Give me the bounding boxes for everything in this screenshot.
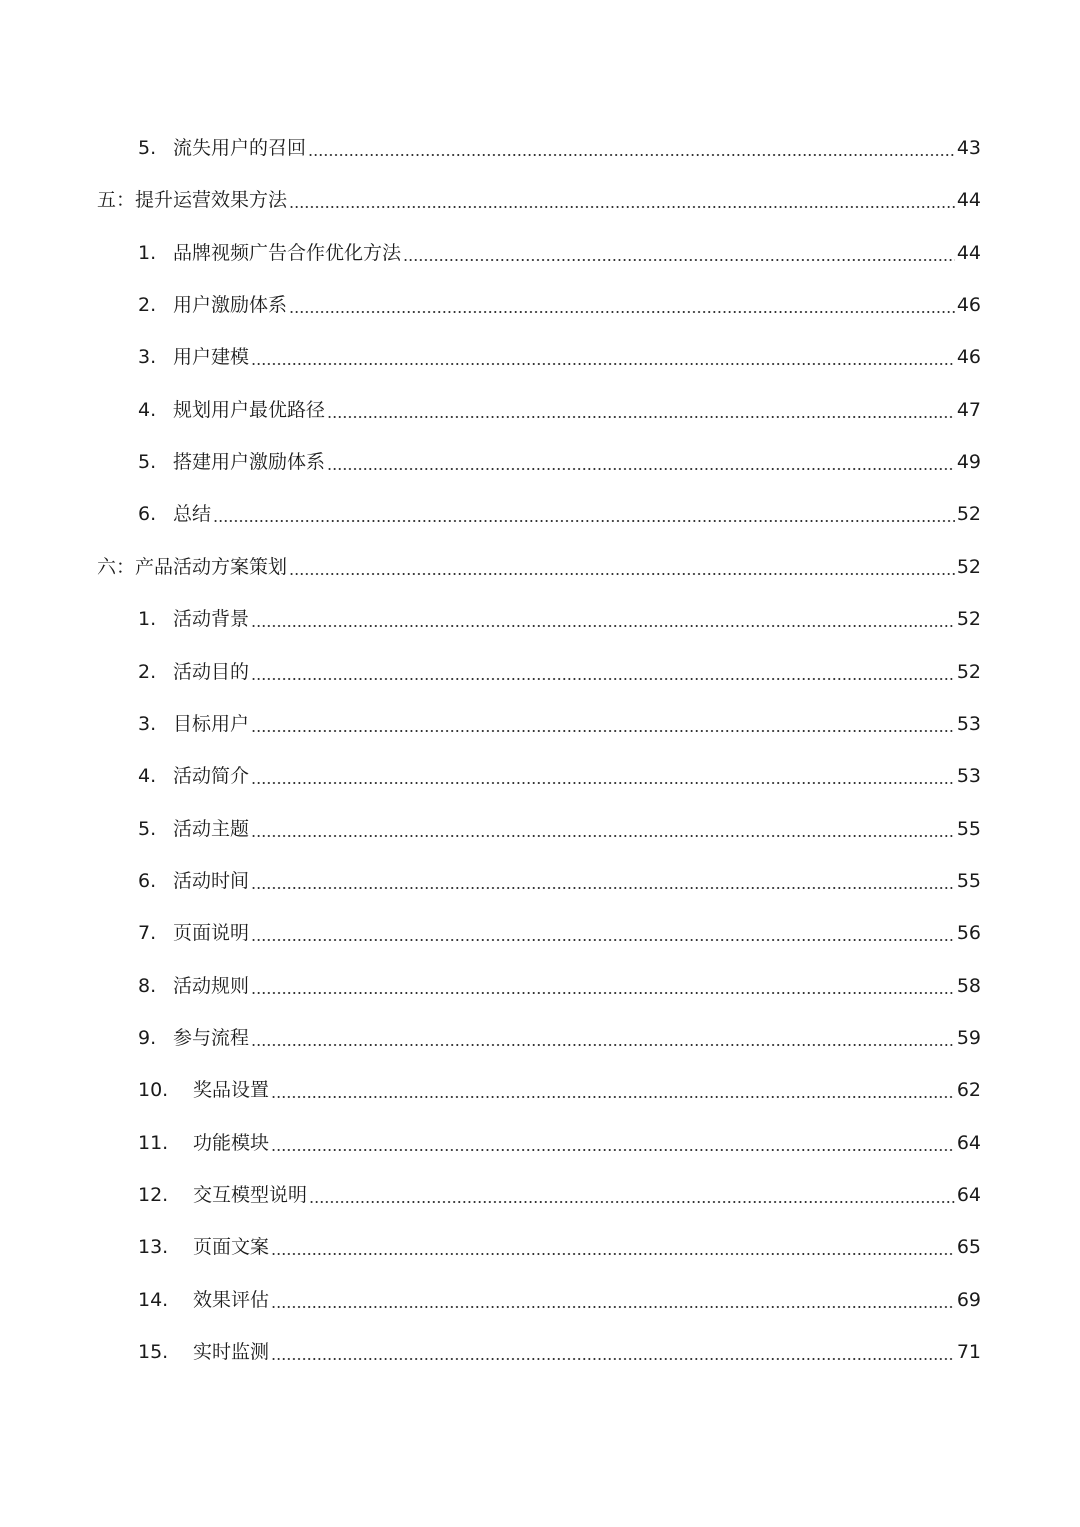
toc-subsection-entry[interactable]	[138, 1072, 981, 1102]
toc-page-number: 65	[956, 1236, 981, 1259]
toc-section-entry[interactable]	[97, 182, 981, 212]
toc-dot-leader	[271, 1078, 955, 1102]
toc-entry-number: 15.	[138, 1341, 169, 1363]
toc-entry-number: 6.	[138, 503, 157, 526]
toc-page-number: 52	[956, 555, 981, 578]
toc-dot-leader	[251, 974, 955, 998]
toc-entry-title: 活动目的	[173, 660, 250, 683]
toc-entry-number: 8.	[138, 974, 157, 997]
toc-entry-title: 功能模块	[193, 1131, 270, 1154]
toc-entry-number: 14.	[138, 1288, 169, 1311]
toc-entry-number: 1.	[138, 241, 157, 264]
toc-subsection-entry[interactable]	[138, 601, 981, 631]
toc-entry-title: 用户建模	[173, 346, 250, 369]
toc-entry-title: 效果评估	[193, 1288, 270, 1311]
toc-subsection-entry[interactable]	[138, 968, 981, 998]
toc-entry-title: 总结	[173, 503, 212, 526]
toc-dot-leader	[289, 293, 955, 317]
toc-section-entry[interactable]	[97, 549, 981, 579]
toc-entry-number: 5.	[138, 451, 157, 474]
toc-subsection-entry[interactable]	[138, 706, 981, 736]
toc-entry-number: 13.	[138, 1236, 169, 1259]
toc-entry-title: 用户激励体系	[173, 294, 288, 317]
toc-subsection-entry[interactable]	[138, 339, 981, 369]
toc-subsection-entry[interactable]	[138, 654, 981, 684]
toc-subsection-entry[interactable]	[138, 1229, 981, 1259]
toc-entry-number: 2.	[138, 660, 157, 683]
toc-entry-title: 流失用户的召回	[173, 137, 307, 159]
toc-dot-leader	[251, 1026, 955, 1050]
toc-subsection-entry[interactable]	[138, 130, 981, 160]
toc-page-number: 53	[956, 765, 981, 788]
toc-subsection-entry[interactable]	[138, 1125, 981, 1155]
toc-entry-number: 6.	[138, 869, 157, 892]
toc-page-number: 58	[956, 974, 981, 997]
toc-entry-number: 1.	[138, 608, 157, 631]
toc-subsection-entry[interactable]	[138, 1020, 981, 1050]
toc-subsection-entry[interactable]	[138, 758, 981, 788]
toc-dot-leader	[251, 869, 955, 893]
toc-page-number: 64	[956, 1131, 981, 1154]
toc-dot-leader	[251, 921, 955, 945]
toc-dot-leader	[251, 660, 955, 684]
toc-subsection-entry[interactable]	[138, 444, 981, 474]
toc-entry-title: 活动时间	[173, 869, 250, 892]
toc-entry-number: 4.	[138, 398, 157, 421]
toc-dot-leader	[271, 1235, 955, 1259]
toc-page-number: 49	[956, 451, 981, 474]
toc-entry-number: 2.	[138, 294, 157, 317]
toc-page-number: 62	[956, 1079, 981, 1102]
toc-entry-number: 7.	[138, 922, 157, 945]
toc-entry-number: 六：	[97, 555, 136, 578]
toc-page-number: 46	[956, 294, 981, 317]
toc-page-number: 52	[956, 503, 981, 526]
toc-entry-number: 9.	[138, 1027, 157, 1049]
toc-page-number: 47	[956, 398, 981, 421]
toc-entry-number: 5.	[138, 137, 157, 159]
toc-page-number: 43	[956, 137, 981, 159]
toc-entry-number: 11.	[138, 1131, 169, 1154]
toc-entry-title: 规划用户最优路径	[173, 398, 326, 421]
toc-entry-title: 活动主题	[173, 817, 250, 840]
toc-entry-title: 交互模型说明	[193, 1184, 308, 1206]
toc-dot-leader	[308, 136, 955, 160]
toc-dot-leader	[289, 555, 955, 579]
toc-page-number: 52	[956, 660, 981, 683]
toc-dot-leader	[271, 1288, 955, 1312]
toc-dot-leader	[327, 398, 955, 422]
toc-entry-title: 产品活动方案策划	[135, 555, 288, 578]
toc-dot-leader	[251, 607, 955, 631]
toc-entry-number: 3.	[138, 346, 157, 369]
toc-subsection-entry[interactable]	[138, 392, 981, 422]
toc-entry-title: 提升运营效果方法	[135, 189, 288, 212]
toc-subsection-entry[interactable]	[138, 496, 981, 526]
toc-entry-number: 五：	[97, 189, 136, 212]
toc-page-number: 46	[956, 346, 981, 369]
toc-entry-title: 品牌视频广告合作优化方法	[173, 241, 402, 264]
toc-page-number: 52	[956, 608, 981, 631]
toc-page-number: 64	[956, 1184, 981, 1206]
toc-entry-number: 10.	[138, 1079, 169, 1102]
toc-page-number: 71	[956, 1341, 981, 1363]
toc-dot-leader	[309, 1183, 955, 1207]
toc-dot-leader	[251, 712, 955, 736]
toc-dot-leader	[327, 450, 955, 474]
toc-page-number: 69	[956, 1288, 981, 1311]
toc-dot-leader	[271, 1131, 955, 1155]
toc-entry-title: 搭建用户激励体系	[173, 451, 326, 474]
toc-entry-title: 页面文案	[193, 1236, 270, 1259]
toc-entry-title: 奖品设置	[193, 1079, 270, 1102]
toc-subsection-entry[interactable]	[138, 1282, 981, 1312]
toc-entry-number: 4.	[138, 765, 157, 788]
toc-entry-title: 活动背景	[173, 608, 250, 631]
toc-subsection-entry[interactable]	[138, 1177, 981, 1207]
toc-entry-title: 活动简介	[173, 765, 250, 788]
toc-subsection-entry[interactable]	[138, 1334, 981, 1364]
toc-dot-leader	[251, 345, 955, 369]
toc-dot-leader	[403, 241, 955, 265]
toc-entry-title: 活动规则	[173, 974, 250, 997]
toc-entry-title: 参与流程	[173, 1027, 250, 1049]
toc-subsection-entry[interactable]	[138, 811, 981, 841]
toc-dot-leader	[251, 817, 955, 841]
toc-dot-leader	[289, 188, 955, 212]
toc-dot-leader	[213, 502, 955, 526]
toc-entry-title: 实时监测	[193, 1341, 270, 1363]
toc-entry-number: 5.	[138, 817, 157, 840]
toc-entry-number: 3.	[138, 712, 157, 735]
toc-page-number: 59	[956, 1027, 981, 1049]
toc-subsection-entry[interactable]	[138, 235, 981, 265]
toc-subsection-entry[interactable]	[138, 915, 981, 945]
toc-subsection-entry[interactable]	[138, 863, 981, 893]
toc-page-number: 53	[956, 712, 981, 735]
toc-entry-title: 目标用户	[173, 712, 250, 735]
toc-dot-leader	[271, 1340, 955, 1364]
toc-dot-leader	[251, 764, 955, 788]
toc-entry-title: 页面说明	[173, 922, 250, 945]
toc-page-number: 56	[956, 922, 981, 945]
toc-page-number: 44	[956, 241, 981, 264]
toc-page-number: 55	[956, 869, 981, 892]
toc-page-number: 44	[956, 189, 981, 212]
toc-entry-number: 12.	[138, 1184, 169, 1206]
toc-subsection-entry[interactable]	[138, 287, 981, 317]
toc-page-number: 55	[956, 817, 981, 840]
